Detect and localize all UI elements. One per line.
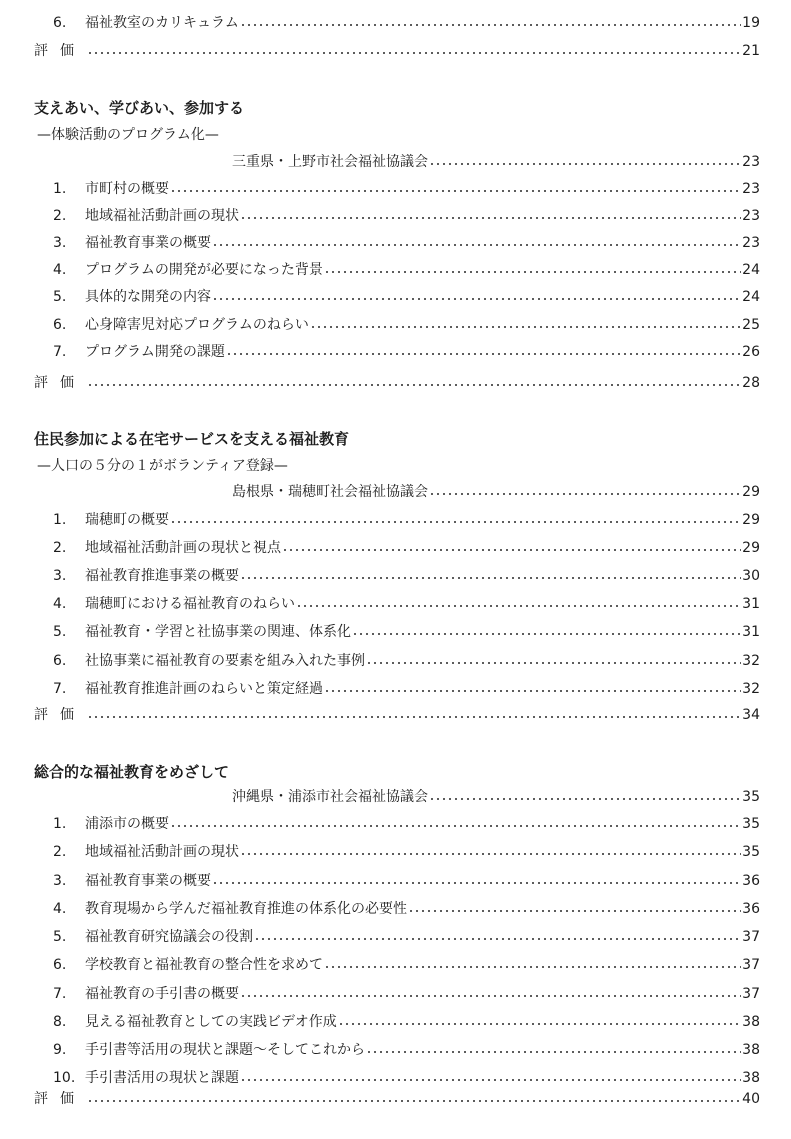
dot-leader	[87, 52, 741, 54]
organization-name: 沖縄県・浦添市社会福祉協議会	[232, 789, 428, 805]
toc-item[interactable]	[53, 507, 791, 533]
evaluation-entry[interactable]	[34, 370, 791, 396]
dot-leader	[212, 298, 741, 300]
item-number: 10.	[53, 1070, 76, 1087]
dot-leader	[212, 882, 741, 884]
page-number: 23	[742, 208, 760, 225]
item-label: 社協事業に福祉教育の要素を組み入れた事例	[85, 652, 365, 669]
toc-item[interactable]	[53, 203, 791, 229]
section-subtitle: —人口の５分の１がボランティア登録—	[37, 458, 288, 474]
page-number: 36	[742, 900, 760, 917]
item-label: 具体的な開発の内容	[85, 289, 211, 306]
toc-item[interactable]	[53, 896, 791, 922]
toc-item[interactable]	[53, 1009, 791, 1035]
page-number: 35	[742, 844, 760, 861]
page-number: 19	[742, 15, 760, 31]
evaluation-label: 評価	[34, 375, 86, 391]
item-label: 心身障害児対応プログラムのねらい	[85, 316, 309, 333]
item-label: 地域福祉活動計画の現状	[85, 844, 239, 861]
dot-leader	[429, 493, 741, 495]
page-number: 37	[742, 985, 760, 1002]
dot-leader	[338, 1023, 741, 1025]
dot-leader	[324, 271, 741, 273]
toc-item[interactable]	[53, 257, 791, 283]
toc-item[interactable]	[53, 563, 791, 589]
dot-leader	[240, 995, 741, 997]
toc-item[interactable]	[53, 312, 791, 338]
section-title: 総合的な福祉教育をめざして	[34, 763, 230, 781]
item-number: 5.	[53, 929, 67, 945]
item-number: 3.	[53, 568, 67, 585]
item-label: 手引書等活用の現状と課題～そしてこれから	[85, 1042, 365, 1058]
toc-item[interactable]	[53, 535, 791, 561]
toc-item[interactable]	[53, 1037, 791, 1063]
page-number: 34	[742, 707, 760, 723]
page-number: 23	[742, 181, 760, 197]
dot-leader	[429, 163, 741, 165]
evaluation-label: 評価	[34, 1091, 86, 1107]
organization-name: 三重県・上野市社会福祉協議会	[232, 154, 428, 170]
item-label: 見える福祉教育としての実践ビデオ作成	[85, 1013, 337, 1030]
item-label: 福祉教育研究協議会の役割	[85, 929, 253, 945]
page-number: 29	[742, 512, 760, 528]
dot-leader	[226, 353, 741, 355]
dot-leader	[324, 966, 741, 968]
item-label: 福祉教育推進計画のねらいと策定経過	[85, 680, 323, 697]
toc-item[interactable]	[53, 591, 791, 617]
item-label: 地域福祉活動計画の現状	[85, 208, 239, 225]
toc-item[interactable]	[53, 676, 791, 702]
item-label: 地域福祉活動計画の現状と視点	[85, 540, 281, 557]
item-label: 手引書活用の現状と課題	[85, 1070, 239, 1087]
toc-item[interactable]	[53, 619, 791, 645]
toc-item[interactable]	[53, 230, 791, 256]
dot-leader	[87, 384, 741, 386]
toc-item[interactable]	[53, 339, 791, 365]
page-number: 29	[742, 484, 760, 500]
toc-item[interactable]	[53, 839, 791, 865]
dot-leader	[87, 716, 741, 718]
toc-item[interactable]	[53, 868, 791, 894]
item-number: 6.	[53, 15, 67, 31]
dot-leader	[366, 1051, 741, 1053]
page-number: 32	[742, 652, 760, 669]
item-number: 3.	[53, 235, 67, 252]
dot-leader	[310, 326, 741, 328]
item-label: 福祉教育事業の概要	[85, 235, 211, 252]
toc-item[interactable]	[53, 648, 791, 674]
item-label: 福祉教育推進事業の概要	[85, 568, 239, 585]
dot-leader	[240, 24, 741, 26]
dot-leader	[254, 938, 741, 940]
toc-item[interactable]	[53, 811, 791, 837]
toc-item[interactable]	[53, 284, 791, 310]
item-number: 2.	[53, 844, 67, 861]
organization-entry[interactable]	[232, 149, 791, 175]
item-number: 4.	[53, 262, 67, 279]
section-title: 住民参加による在宅サービスを支える福祉教育	[34, 430, 350, 448]
page-number: 38	[742, 1042, 760, 1058]
page-number: 35	[742, 816, 760, 832]
dot-leader	[408, 910, 741, 912]
item-label: 福祉教育の手引書の概要	[85, 985, 239, 1002]
page-number: 37	[742, 957, 760, 974]
dot-leader	[352, 633, 741, 635]
evaluation-label: 評価	[34, 707, 86, 723]
dot-leader	[240, 217, 741, 219]
page-number: 30	[742, 568, 760, 585]
item-label: 福祉教育・学習と社協事業の関連、体系化	[85, 624, 351, 641]
dot-leader	[324, 690, 741, 692]
evaluation-entry[interactable]	[34, 38, 791, 64]
page-number: 28	[742, 375, 760, 391]
evaluation-label: 評価	[34, 43, 86, 59]
page-number: 37	[742, 929, 760, 945]
item-number: 6.	[53, 957, 67, 974]
dot-leader	[296, 605, 741, 607]
toc-item[interactable]	[53, 981, 791, 1007]
dot-leader	[240, 1079, 741, 1081]
dot-leader	[366, 662, 741, 664]
page-number: 40	[742, 1091, 760, 1107]
dot-leader	[282, 549, 741, 551]
page-number: 23	[742, 154, 760, 170]
item-number: 2.	[53, 208, 67, 225]
item-number: 4.	[53, 596, 67, 613]
item-label: 浦添市の概要	[85, 816, 169, 832]
item-label: 教育現場から学んだ福祉教育推進の体系化の必要性	[85, 900, 407, 917]
dot-leader	[240, 853, 741, 855]
item-label: 学校教育と福祉教育の整合性を求めて	[85, 957, 323, 974]
item-label: 瑞穂町における福祉教育のねらい	[85, 596, 295, 613]
item-label: 福祉教育事業の概要	[85, 872, 211, 889]
dot-leader	[170, 521, 741, 523]
page-number: 26	[742, 343, 760, 360]
page-number: 24	[742, 262, 760, 279]
item-number: 7.	[53, 680, 67, 697]
item-number: 4.	[53, 900, 67, 917]
item-number: 5.	[53, 289, 67, 306]
section-title: 支えあい、学びあい、参加する	[34, 99, 245, 117]
dot-leader	[429, 798, 741, 800]
page-number: 31	[742, 596, 760, 613]
toc-item[interactable]	[53, 924, 791, 950]
item-number: 1.	[53, 816, 67, 832]
page-number: 38	[742, 1070, 760, 1087]
dot-leader	[170, 190, 741, 192]
item-number: 6.	[53, 652, 67, 669]
item-label: プログラム開発の課題	[85, 343, 225, 360]
item-label: プログラムの開発が必要になった背景	[85, 262, 323, 279]
page-number: 24	[742, 289, 760, 306]
page-number: 29	[742, 540, 760, 557]
item-number: 3.	[53, 872, 67, 889]
page-number: 32	[742, 680, 760, 697]
item-label: 市町村の概要	[85, 181, 169, 197]
page-number: 35	[742, 789, 760, 805]
organization-name: 島根県・瑞穂町社会福祉協議会	[232, 484, 428, 500]
toc-item[interactable]	[53, 176, 791, 202]
item-number: 7.	[53, 985, 67, 1002]
page-number: 25	[742, 316, 760, 333]
dot-leader	[212, 244, 741, 246]
organization-entry[interactable]	[232, 479, 791, 505]
dot-leader	[87, 1100, 741, 1102]
evaluation-entry[interactable]	[34, 702, 791, 728]
item-label: 福祉教室のカリキュラム	[85, 15, 239, 31]
organization-entry[interactable]	[232, 784, 791, 810]
page-number: 38	[742, 1013, 760, 1030]
dot-leader	[170, 825, 741, 827]
section-subtitle: —体験活動のプログラム化—	[37, 127, 219, 143]
item-number: 7.	[53, 343, 67, 360]
item-number: 2.	[53, 540, 67, 557]
page-number: 21	[742, 43, 760, 59]
item-number: 5.	[53, 624, 67, 641]
item-number: 8.	[53, 1013, 67, 1030]
toc-item[interactable]	[53, 10, 791, 36]
page-number: 36	[742, 872, 760, 889]
dot-leader	[240, 577, 741, 579]
item-number: 9.	[53, 1042, 67, 1058]
page-number: 23	[742, 235, 760, 252]
item-number: 1.	[53, 512, 67, 528]
page-number: 31	[742, 624, 760, 641]
item-label: 瑞穂町の概要	[85, 512, 169, 528]
evaluation-entry[interactable]	[34, 1086, 791, 1112]
item-number: 1.	[53, 181, 67, 197]
item-number: 6.	[53, 316, 67, 333]
toc-item[interactable]	[53, 952, 791, 978]
